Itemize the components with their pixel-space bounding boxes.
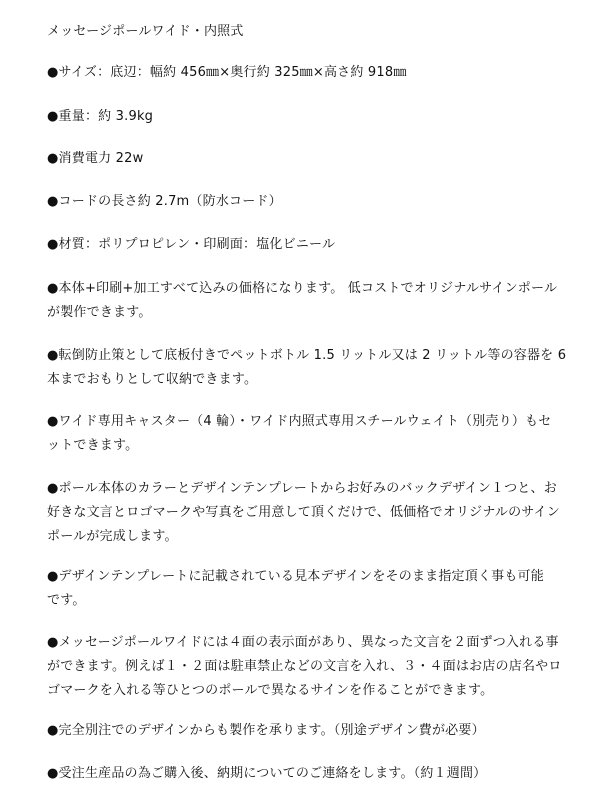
feature-weight-storage: ●転倒防止策として底板付きでペットボトル 1.5 リットル又は 2 リットル等の容器を 6 本までおもりとして収納できます。 bbox=[47, 348, 567, 387]
feature-caster: ●ワイド専用キャスター（4 輪）・ワイド内照式専用スチールウェイト（別売り）もセ ットできます。 bbox=[47, 414, 552, 453]
feature-price: ●本体+印刷+加工すべて込みの価格になります。 低コストでオリジナルサインポール が製作できます。 bbox=[47, 281, 558, 320]
spec-power: ●消費電力 22w bbox=[47, 151, 144, 166]
document-title: メッセージポールワイド・内照式 bbox=[47, 24, 244, 39]
feature-four-sides: ●メッセージポールワイドには４面の表示面があり、異なった文言を２面ずつ入れる事 ができます。例えば１・２面は駐車禁止などの文言を入れ、３・４面はお店の店名やロ ゴマークを入れる等ひとつのポールで異なるサインを作ることができます。 bbox=[47, 635, 562, 698]
feature-template: ●デザインテンプレートに記載されている見本デザインをそのまま指定頂く事も可能 です。 bbox=[47, 569, 544, 608]
spec-cord: ●コードの長さ約 2.7m（防水コード） bbox=[47, 194, 282, 209]
spec-size: ●サイズ：底辺：幅約 456㎜×奥行約 325㎜×高さ約 918㎜ bbox=[47, 65, 407, 80]
feature-design: ●ポール本体のカラーとデザインテンプレートからお好みのバックデザイン１つと、お 好きな文言とロゴマークや写真をご用意して頂くだけで、低価格でオリジナルのサイン ポールが完成します。 bbox=[47, 481, 560, 544]
feature-custom-order: ●完全別注でのデザインからも製作を承ります。（別途デザイン費が必要） bbox=[47, 723, 485, 738]
feature-delivery: ●受注生産品の為ご購入後、納期についてのご連絡をします。（約１週間） bbox=[47, 766, 487, 781]
spec-material: ●材質：ポリプロピレン・印刷面：塩化ビニール bbox=[47, 237, 336, 252]
spec-weight: ●重量：約 3.9kg bbox=[47, 109, 154, 124]
